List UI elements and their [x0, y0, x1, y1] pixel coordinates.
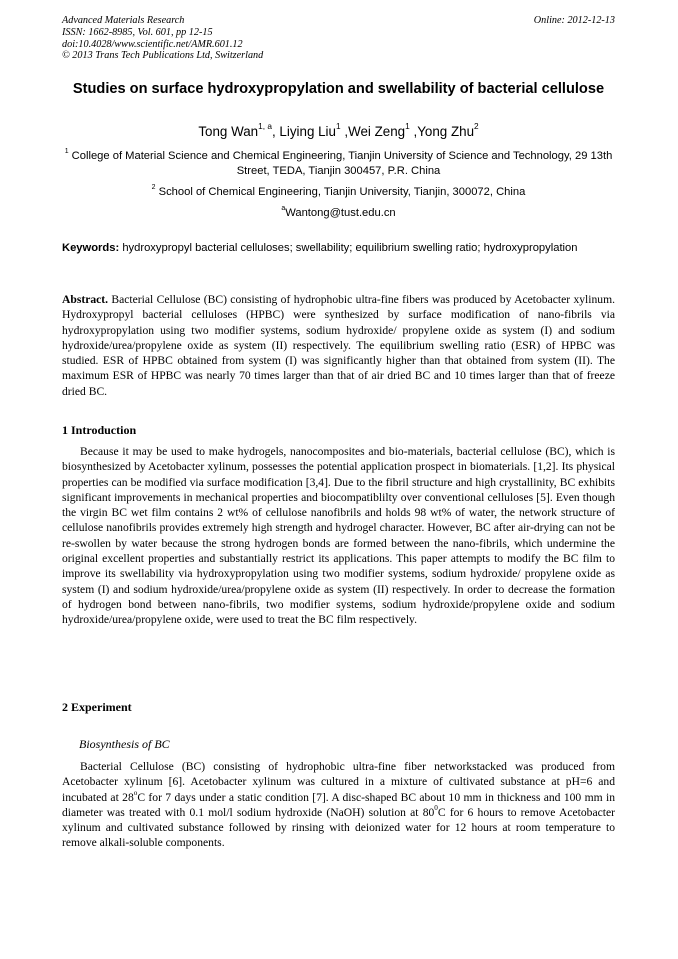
author-affiliation-mark: 1 [405, 121, 410, 132]
author-separator: , [271, 124, 280, 139]
paragraph-text: Bacterial Cellulose (BC) consisting of hydrophobic ultra-fine fiber networkstacked was produced from Acetobacter xylinum [6]. Acetobacter xylinum was cultured in a mixture of cultivated substance at pH=6 and incubated at 28 [62, 760, 615, 804]
author-affiliation-mark: 1 [335, 121, 341, 132]
section-heading-introduction: 1 Introduction [62, 423, 137, 437]
journal-issn: ISSN: 1662-8985, Vol. 601, pp 12-15 [62, 26, 213, 38]
author-list [62, 123, 615, 141]
degree-mark: o [133, 788, 138, 797]
keywords-text: hydroxypropyl bacterial celluloses; swellability; equilibrium swelling ratio; hydroxypropylation [122, 242, 578, 254]
affiliation-text: School of Chemical Engineering, Tianjin University, Tianjin, 300072, China [158, 186, 526, 198]
author-separator: , [340, 124, 349, 139]
subsection-heading-biosynthesis: Biosynthesis of BC [79, 737, 170, 751]
author-separator: , [409, 124, 418, 139]
paragraph-text: C for 6 hours to remove Acetobacter xylinum and cultivated substance followed by rinsing with deionized water for 12 hours at room temperature to remove alkali-soluble components. [62, 805, 615, 850]
author-name: Liying Liu [279, 124, 336, 139]
author-name: Tong Wan [198, 124, 259, 139]
keywords-block [62, 241, 615, 255]
affiliation-1 [62, 149, 615, 178]
affiliation-mark: 1 [64, 148, 69, 156]
biosynthesis-paragraph [62, 759, 615, 851]
affiliation-mark: 2 [151, 184, 156, 192]
affiliation-text: College of Material Science and Chemical Engineering, Tianjin University of Science and Technology, 29 13th Street, TEDA, Tianjin 300457, P.R. China [71, 150, 613, 177]
abstract-block [62, 292, 615, 399]
corresponding-email [62, 206, 615, 221]
affiliation-2 [62, 185, 615, 200]
degree-mark: 0 [434, 803, 438, 812]
introduction-paragraph: Because it may be used to make hydrogels, nanocomposites and bio-materials, bacterial cellulose (BC), which is biosynthesized by Acetobacter xylinum, possesses the potential application prospect in biomaterials. [1,2]. Its physical properties can be modified via surface modification [3,4]. Due to the fibril structure and high crystallinity, BC exhibits significant improvements in mechanical properties and biocompatiblilty over conventional celluloses [5]. Even though the virgin BC wet film contains 2 wt% of cellulose nanofibrils and holds 98 wt% of water, the network structure of cellulose nanofibrils provides extremely high strength and hydrogel character. However, BC after air-drying can not be re-swollen by water because the strong hydrogen bonds are formed between the nano-fibrils, which undermine the original excellent properties and substantially restrict its applications. This paper attempts to modify the BC film to improve its swellability via hydroxypropylation using two modifier systems, sodium hydroxide/ propylene oxide as system (I) and sodium hydroxide/urea/propylene oxide as system (II) respectively. In order to decrease the formation of hydrogen bond between nano-fibrils, two modifier systems, sodium hydroxide/propylene oxide and sodium hydroxide/urea/propylene oxide, were used to treat the BC film respectively. [62, 445, 615, 627]
paragraph-text: C for 7 days under a static condition [7]. A disc-shaped BC about 10 mm in thickness and 100 mm in diameter was treated with 0.1 mol/l sodium hydroxide (NaOH) solution at 80 [62, 790, 615, 819]
journal-copyright: © 2013 Trans Tech Publications Ltd, Switzerland [62, 50, 264, 62]
author-name: Yong Zhu [417, 124, 475, 139]
author-affiliation-mark: 1, a [258, 121, 272, 132]
journal-doi: doi:10.4028/www.scientific.net/AMR.601.12 [62, 38, 243, 50]
journal-name: Advanced Materials Research [62, 15, 185, 26]
email-mark: a [281, 205, 286, 213]
online-date: Online: 2012-12-13 [533, 15, 615, 26]
paper-title: Studies on surface hydroxypropylation and swellability of bacterial cellulose [72, 81, 605, 97]
abstract-label: Abstract. [62, 293, 109, 306]
email-address: Wantong@tust.edu.cn [285, 207, 396, 219]
journal-header [62, 15, 615, 62]
author-name: Wei Zeng [348, 124, 406, 139]
keywords-label: Keywords: [62, 242, 120, 254]
author-affiliation-mark: 2 [474, 121, 479, 132]
section-heading-experiment: 2 Experiment [62, 700, 132, 714]
abstract-text: Bacterial Cellulose (BC) consisting of hydrophobic ultra-fine fibers was produced by Acetobacter xylinum. Hydroxypropyl bacterial celluloses (HPBC) were synthesized by surface modification of nano-fibrils via hydroxypropylation using two modifier systems, sodium hydroxide/ propylene oxide as system (I) and sodium hydroxide/urea/propylene oxide as system (II) respectively. The equilibrium swelling ratio (ESR) of HPBC was studied. ESR of HPBC obtained from system (I) was significantly higher than that obtained from system (II). The maximum ESR of HPBC was nearly 70 times larger than that of air dried BC and 10 times larger than that of freeze dried BC. [62, 293, 615, 398]
